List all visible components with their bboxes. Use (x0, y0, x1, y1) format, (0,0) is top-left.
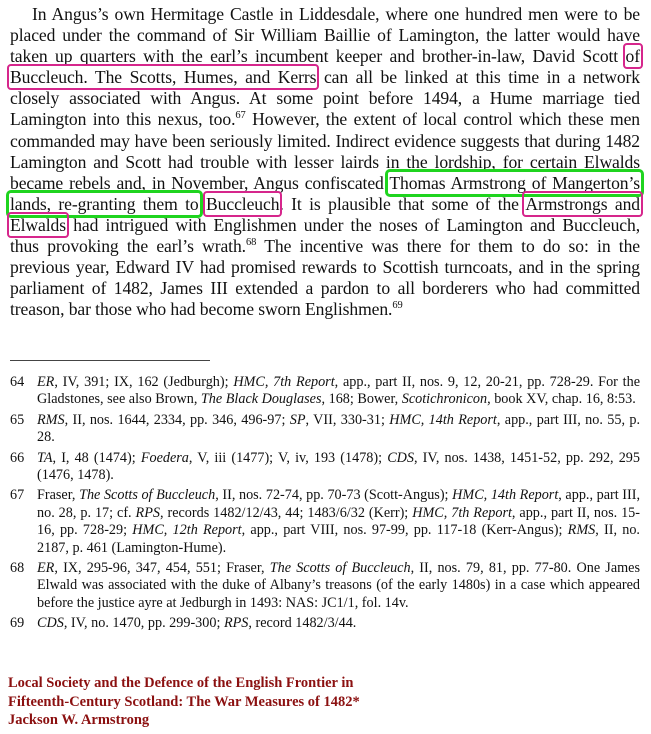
article-citation (8, 674, 608, 730)
footnote-text-segment: , I, 48 (1474); (52, 449, 141, 466)
highlight-armstrongs-and-elwalds[interactable]: Armstrongs and Elwalds (10, 193, 640, 235)
footnote-italic-segment: RPS (223, 615, 249, 632)
footnote-italic-segment: CDS (387, 449, 414, 466)
footnote-italic-segment: HMC, 7th Report (233, 374, 335, 390)
footnote-text-segment: , record 1482/3/44. (248, 615, 357, 632)
footnote-italic-segment: The Scotts of Buccleuch (79, 487, 216, 504)
footnote-66 (10, 450, 640, 485)
footnote-italic-segment: HMC, 14th Report (452, 487, 559, 504)
footnote-italic-segment: The Black Douglases (200, 391, 322, 408)
footnote-italic-segment: Scotichronicon (401, 391, 488, 408)
footnote-text-segment: , records 1482/12/43, 44; 1483/6/32 (Kerr); (159, 504, 413, 521)
footnote-number: 68 (10, 560, 25, 577)
footnote-text-segment: Fraser, (37, 487, 80, 504)
footnote-italic-segment: RMS (567, 522, 596, 539)
footnote-67 (10, 487, 640, 557)
text-segment: had intrigued with Englishmen under the noses of Lamington and Buccleuch, thus provoking the earl’s wrath. (10, 214, 640, 257)
footnote-text-segment: , app., part II, nos. 15-16, pp. 728-29; (37, 504, 640, 539)
citation-author: Jackson W. Armstrong (8, 712, 150, 728)
footnote-italic-segment: RPS (135, 504, 160, 521)
footnote-text-segment: , IV, 391; IX, 162 (Jedburgh); (54, 374, 234, 390)
footnote-text-segment: , app., part VIII, nos. 97-99, pp. 117-18 (Kerr-Angus); (241, 522, 568, 539)
footnote-number: 64 (10, 374, 25, 390)
footnote-ref-69[interactable]: 69 (392, 300, 403, 312)
footnote-italic-segment: ER (37, 560, 55, 577)
footnote-text-segment: , app., part III, no. 28, p. 17; cf. (37, 487, 641, 521)
footnote-italic-segment: RMS (37, 411, 65, 428)
footnote-italic-segment: ER (37, 374, 55, 390)
footnote-italic-segment: Foedera (140, 449, 189, 466)
footnote-text-segment: , IV, no. 1470, pp. 299-300; (63, 615, 224, 632)
footnote-italic-segment: HMC, 14th Report (389, 411, 497, 428)
text-segment: . It is plausible that some of the (279, 193, 526, 214)
footnote-text-segment: , II, nos. 1644, 2334, pp. 346, 496-97; (64, 411, 290, 428)
main-paragraph (10, 4, 640, 320)
highlight-thomas-armstrong-mangerton[interactable]: Thomas Armstrong of Mangerton’s lands, re-granting them to (10, 172, 640, 214)
footnote-number: 66 (10, 449, 25, 466)
footnote-text-segment: , book XV, chap. 16, 8:53. (487, 391, 636, 408)
footnote-text-segment: , IV, nos. 1438, 1451-52, pp. 292, 295 (1476, 1478). (37, 449, 640, 484)
text-segment: However, the extent of local control which these men commanded may have been seriously limited. Indirect evidence suggests that during 1482 Lamington and Scott had trouble with lesser lairds in the lordship, for certain Elwalds became rebels and, in November, Angus confiscated (10, 109, 640, 193)
footnote-69 (10, 615, 640, 632)
footnote-divider (10, 360, 210, 361)
citation-title-line-2: Fifteenth-Century Scotland: The War Measures of 1482* (8, 693, 360, 710)
footnote-text-segment: , V, iii (1477); V, iv, 193 (1478); (188, 449, 388, 466)
text-segment: In Angus’s own Hermitage Castle in Liddesdale, where one hundred men were to be placed under the command of Sir William Baillie of Lamington, the latter would have taken up quarters with the earl’s incumbent keeper and brother-in-law, David Scott (10, 4, 640, 67)
text-segment: The incentive was there for them to do so: in the previous year, Edward IV had promised rewards to Scottish turncoats, and in the spring parliament of 1482, James III extended a pardon to all borderers who had committed treason, bar those who had become sworn Englishmen. (10, 236, 640, 320)
highlight-buccleuch[interactable]: Buccleuch (206, 193, 280, 214)
footnote-text-segment: , II, nos. 72-74, pp. 70-73 (Scott-Angus); (215, 487, 453, 504)
footnote-ref-67[interactable]: 67 (235, 110, 246, 122)
highlight-buccleuch-scotts-humes-kerrs[interactable]: of Buccleuch. The Scotts, Humes, and Kerrs (10, 46, 640, 88)
footnote-ref-68[interactable]: 68 (245, 237, 257, 249)
footnote-text-segment: , II, nos. 79, 81, pp. 77-80. One James Elwald was associated with the duke of Albany’s treasons (of the early 1480s) in a case which appeared before the justice ayre at Jedburgh in 1493: NAS: JC1/1, fol. 14v. (37, 560, 640, 611)
footnote-italic-segment: TA (37, 449, 53, 466)
footnote-text-segment: , VII, 330-31; (305, 411, 390, 428)
footnotes-section (10, 374, 640, 636)
text-segment (199, 194, 206, 214)
text-segment: can all be linked at this time in a network closely associated with Angus. At some point before 1494, a Hume marriage tied Lamington into this nexus, too. (10, 67, 640, 130)
footnote-number: 65 (10, 411, 25, 428)
footnote-number: 69 (10, 615, 25, 632)
footnote-number: 67 (10, 487, 25, 504)
footnote-text-segment: , app., part II, nos. 9, 12, 20-21, pp. 728-29. For the Gladstones, see also Brown, (37, 374, 640, 408)
footnote-text-segment: , 168; Bower, (321, 391, 402, 408)
footnote-italic-segment: SP (289, 411, 306, 428)
footnote-italic-segment: HMC, 12th Report (132, 522, 242, 539)
footnote-italic-segment: CDS (37, 615, 64, 632)
footnote-65 (10, 412, 640, 447)
footnote-italic-segment: HMC, 7th Report (412, 504, 512, 521)
footnote-text-segment: , IX, 295-96, 347, 454, 551; Fraser, (54, 560, 270, 577)
footnote-64 (10, 374, 640, 409)
footnote-68 (10, 560, 640, 612)
footnote-text-segment: , II, no. 2187, p. 461 (Lamington-Hume). (37, 522, 640, 556)
citation-title-line-1: Local Society and the Defence of the English Frontier in (8, 675, 354, 691)
footnote-italic-segment: The Scotts of Buccleuch (269, 560, 411, 577)
footnote-text-segment: , app., part III, no. 55, p. 28. (37, 411, 640, 446)
